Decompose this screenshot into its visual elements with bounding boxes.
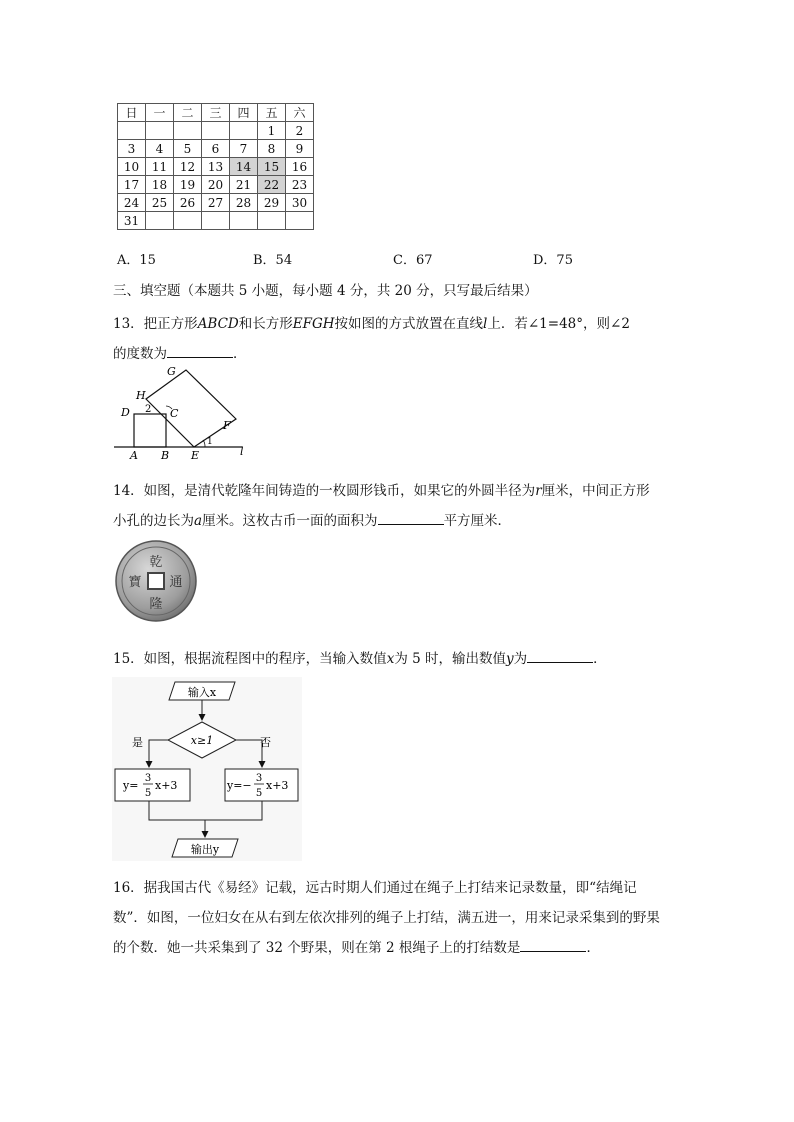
calendar-day: [230, 212, 258, 230]
calendar-row: [118, 176, 314, 194]
calendar-day: 19: [174, 176, 202, 194]
option-c: C．67: [393, 253, 433, 268]
calendar-day: 18: [146, 176, 174, 194]
left-frac-num: 3: [144, 773, 152, 784]
label-e: E: [191, 449, 200, 462]
label-angle-2: 2: [145, 404, 152, 415]
q15-line1: 15．如图，根据流程图中的程序，当输入数值x为 5 时，输出数值y为 ．: [113, 651, 607, 667]
label-d: D: [121, 406, 130, 419]
label-angle-1: 1: [207, 437, 213, 447]
calendar-row: [118, 140, 314, 158]
calendar-day: 21: [230, 176, 258, 194]
calendar-day: 30: [286, 194, 314, 212]
calendar-day: [146, 122, 174, 140]
label-c: C: [170, 407, 179, 420]
calendar-day: 3: [118, 140, 146, 158]
calendar-weekday: 日: [118, 104, 146, 122]
right-formula-a: y=−: [227, 779, 252, 792]
calendar-day: 27: [202, 194, 230, 212]
q16-line1: 16．据我国古代《易经》记载，远古时期人们通过在绳子上打结来记录数量，即“结绳记: [113, 880, 637, 896]
calendar-day: 11: [146, 158, 174, 176]
calendar-table: [117, 103, 314, 230]
q14-line2: 小孔的边长为a厘米。这枚古币一面的面积为 平方厘米．: [113, 513, 512, 529]
calendar-day: [258, 212, 286, 230]
calendar-day: 26: [174, 194, 202, 212]
calendar-day: 6: [202, 140, 230, 158]
answer-blank: [167, 345, 233, 358]
coin-char-right: 通: [169, 575, 183, 590]
flow-output: 输出y: [190, 843, 220, 856]
calendar-weekday: 二: [174, 104, 202, 122]
calendar-day: 10: [118, 158, 146, 176]
calendar-day: 17: [118, 176, 146, 194]
coin-char-bottom: 隆: [149, 597, 163, 612]
calendar-weekday: 四: [230, 104, 258, 122]
calendar-weekday: 五: [258, 104, 286, 122]
calendar-day: 8: [258, 140, 286, 158]
calendar-row: [118, 158, 314, 176]
answer-blank: [378, 512, 444, 525]
calendar-day: 2: [286, 122, 314, 140]
coin-image: [113, 540, 199, 622]
calendar-row: [118, 212, 314, 230]
calendar-day: [118, 122, 146, 140]
q16-line2: 数”．如图，一位妇女在从右到左依次排列的绳子上打结，满五进一，用来记录采集到的野果: [113, 910, 660, 926]
option-a: A．15: [117, 253, 156, 268]
calendar-day: [174, 212, 202, 230]
flow-no: 否: [260, 736, 271, 749]
calendar-day: [202, 212, 230, 230]
label-a: A: [130, 449, 138, 462]
calendar-day: 22: [258, 176, 286, 194]
calendar-weekday: 六: [286, 104, 314, 122]
calendar-day: 25: [146, 194, 174, 212]
left-formula-a: y=: [123, 779, 139, 792]
calendar-day: 9: [286, 140, 314, 158]
option-d: D．75: [533, 253, 573, 268]
flow-input: 输入x: [187, 686, 217, 699]
calendar-row: [118, 194, 314, 212]
flow-yes: 是: [132, 736, 143, 749]
calendar-day: 1: [258, 122, 286, 140]
q14-line1: 14．如图，是清代乾隆年间铸造的一枚圆形钱币，如果它的外圆半径为r厘米，中间正方形: [113, 483, 650, 499]
right-frac-num: 3: [255, 773, 263, 784]
q13-figure: [112, 362, 252, 462]
answer-blank: [527, 650, 593, 663]
calendar-day: [230, 122, 258, 140]
label-g: G: [167, 365, 176, 378]
label-b: B: [161, 449, 170, 462]
label-l: l: [240, 445, 244, 458]
option-b: B．54: [253, 253, 293, 268]
calendar-day: 12: [174, 158, 202, 176]
calendar-weekday: 三: [202, 104, 230, 122]
calendar-day: 23: [286, 176, 314, 194]
calendar-day: 4: [146, 140, 174, 158]
right-frac-den: 5: [255, 788, 263, 799]
coin-char-top: 乾: [149, 555, 163, 570]
calendar-day: 31: [118, 212, 146, 230]
label-h: H: [136, 389, 146, 402]
flowchart: [112, 677, 302, 861]
calendar-header-row: [118, 104, 314, 122]
calendar-day: 16: [286, 158, 314, 176]
q16-line3: 的个数．她一共采集到了 32 个野果，则在第 2 根绳子上的打结数是 ．: [113, 940, 600, 956]
coin-char-left: 寶: [128, 575, 142, 590]
calendar-weekday: 一: [146, 104, 174, 122]
calendar-day: [202, 122, 230, 140]
calendar-day: 24: [118, 194, 146, 212]
calendar-day: 14: [230, 158, 258, 176]
calendar-day: 15: [258, 158, 286, 176]
calendar-day: 20: [202, 176, 230, 194]
right-formula-b: x+3: [266, 779, 289, 792]
calendar-day: 29: [258, 194, 286, 212]
flow-condition: x≥1: [190, 734, 214, 747]
calendar-day: [174, 122, 202, 140]
calendar-day: 7: [230, 140, 258, 158]
calendar-row: [118, 122, 314, 140]
answer-blank: [520, 939, 586, 952]
left-formula-b: x+3: [155, 779, 178, 792]
calendar-day: 28: [230, 194, 258, 212]
q13-line2: 的度数为 ．: [113, 346, 247, 362]
calendar-day: 5: [174, 140, 202, 158]
left-frac-den: 5: [144, 788, 152, 799]
q13-line1: 13．把正方形ABCD和长方形EFGH按如图的方式放置在直线l上．若∠1=48°，则∠2: [113, 316, 630, 332]
calendar-day: [286, 212, 314, 230]
section-title: 三、填空题（本题共 5 小题，每小题 4 分，共 20 分，只写最后结果）: [113, 283, 538, 299]
calendar-day: 13: [202, 158, 230, 176]
label-f: F: [223, 419, 231, 432]
calendar-day: [146, 212, 174, 230]
